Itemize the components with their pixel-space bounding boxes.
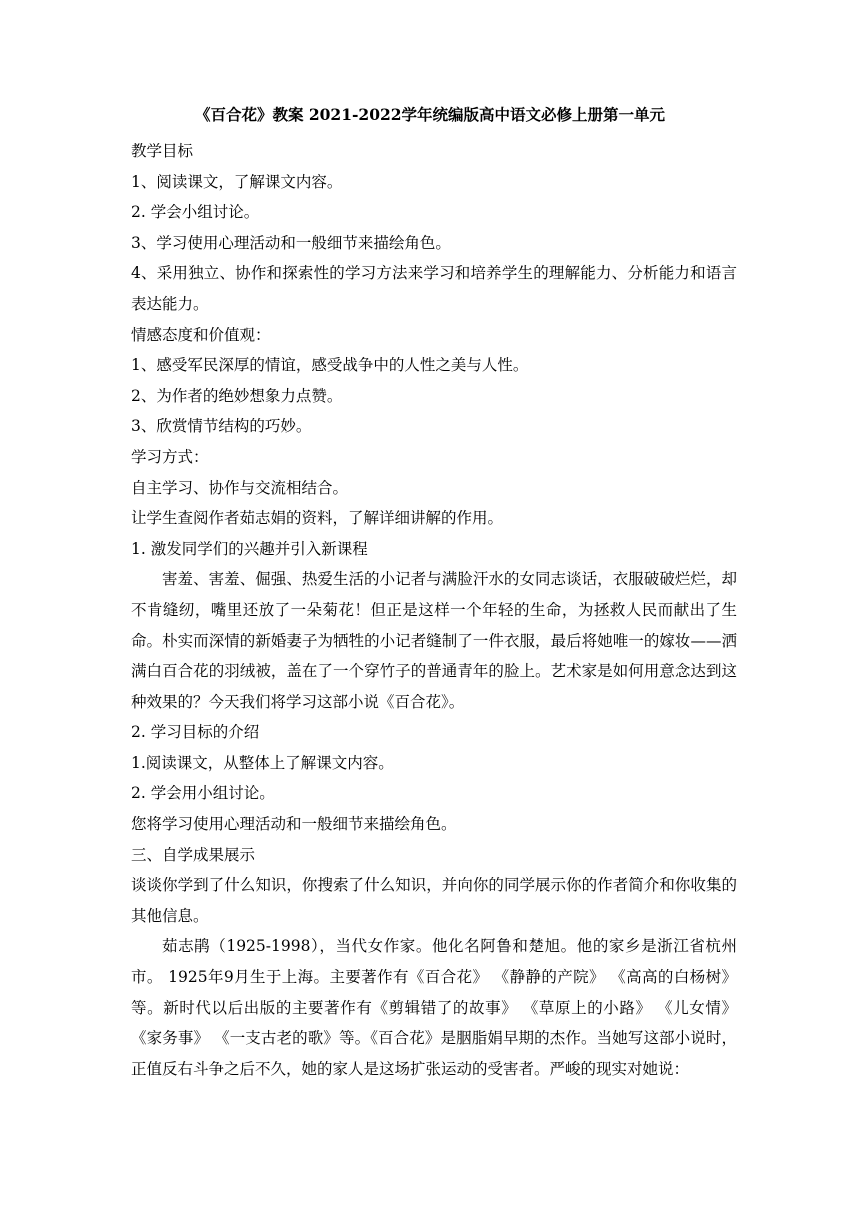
goal-item: 您将学习使用心理活动和一般细节来描绘角色。 xyxy=(131,815,457,834)
attitude-item: 2、为作者的绝妙想象力点赞。 xyxy=(131,386,343,405)
intro-paragraph: 害羞、害羞、倔强、热爱生活的小记者与满脸汗水的女同志谈话，衣服破破烂烂，却不肯缝纫，嘴里还放了一朵菊花！但正是这样一个年轻的生命，为拯救人民而献出了生命。朴实而深情的新婚妻子为牺牲的小记者缝制了一件衣服，最后将她唯一的嫁妆——洒满白百合花的羽绒被，盖在了一个穿竹子的普通青年的脸上。艺术家是如何用意念达到这种效果的？今天我们将学习这部小说《百合花》。 xyxy=(131,570,737,711)
objective-item: 3、学习使用心理活动和一般细节来描绘角色。 xyxy=(131,233,451,252)
objective-item: 1、阅读课文，了解课文内容。 xyxy=(131,172,343,191)
self-study-prompt: 谈谈你学到了什么知识，你搜索了什么知识，并向你的同学展示你的作者简介和你收集的其他信息。 xyxy=(131,876,737,925)
heading-teaching-objectives: 教学目标 xyxy=(131,142,194,160)
attitude-item: 3、欣赏情节结构的巧妙。 xyxy=(131,417,312,436)
goal-item: 2. 学会用小组讨论。 xyxy=(131,784,275,803)
method-text: 自主学习、协作与交流相结合。 xyxy=(131,478,349,497)
document-title: 《百合花》教案 2021-2022学年统编版高中语文必修上册第一单元 xyxy=(194,105,666,124)
author-bio-paragraph: 茹志鹃（1925-1998），当代女作家。他化名阿鲁和楚旭。他的家乡是浙江省杭州市。 1925年9月生于上海。主要著作有《百合花》 《静静的产院》 《高高的白杨树》等。新时代以后出版的主要著作有《剪辑错了的故事》 《草原上的小路》 《儿女情》 《家务事》 《一支古老的歌》等。《百合花》是胭脂娟早期的杰作。当她写这部小说时，正值反右斗争之后不久，她的家人是这场扩张运动的受害者。严峻的现实对她说： xyxy=(131,937,737,1078)
objective-item: 2. 学会小组讨论。 xyxy=(131,203,260,222)
section-heading: 三、自学成果展示 xyxy=(131,845,256,864)
attitude-item: 1、感受军民深厚的情谊，感受战争中的人性之美与人性。 xyxy=(131,356,529,375)
heading-emotional-attitude: 情感态度和价值观： xyxy=(131,325,271,344)
document-body xyxy=(131,136,737,1084)
method-text: 让学生查阅作者茹志娟的资料，了解详细讲解的作用。 xyxy=(131,509,504,528)
goal-item: 1.阅读课文，从整体上了解课文内容。 xyxy=(131,753,394,772)
section-heading: 2. 学习目标的介绍 xyxy=(131,723,260,742)
heading-learning-method: 学习方式： xyxy=(131,447,209,466)
objective-item: 4、采用独立、协作和探索性的学习方法来学习和培养学生的理解能力、分析能力和语言表达能力。 xyxy=(131,264,737,313)
section-heading: 1. 激发同学们的兴趣并引入新课程 xyxy=(131,539,368,558)
